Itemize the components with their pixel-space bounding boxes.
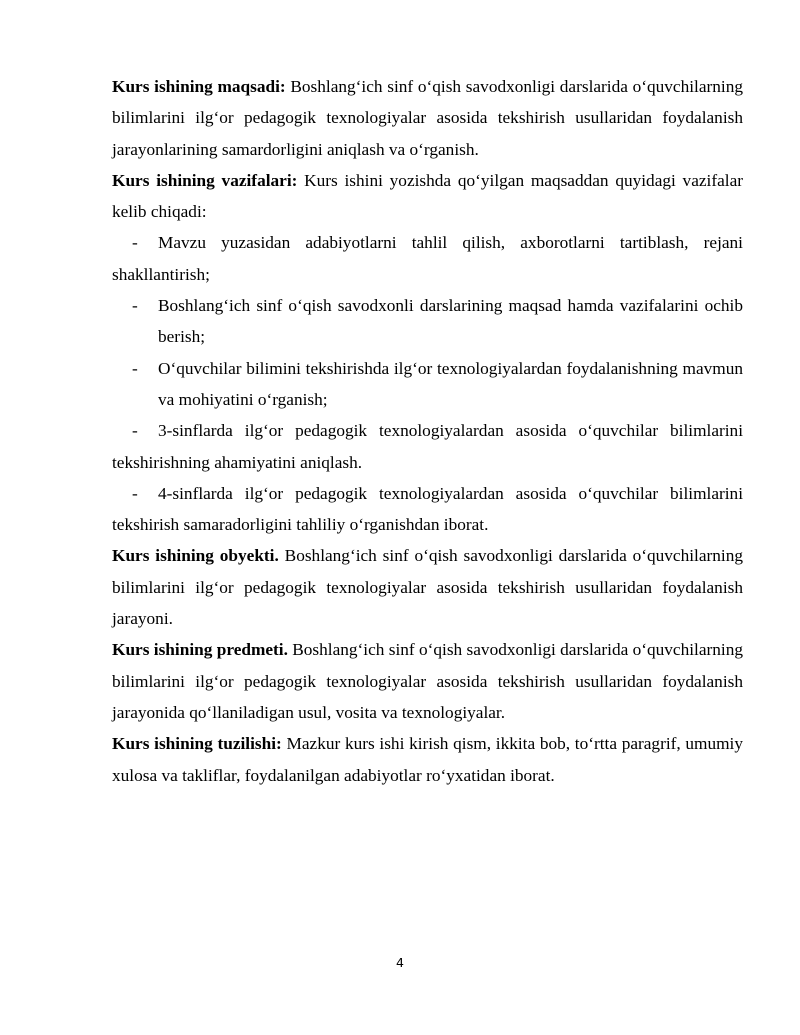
list-item-task-2 [112, 290, 743, 353]
list-item-task-1 [112, 227, 743, 290]
bullet-dash: - [132, 483, 138, 503]
paragraph-text: Boshlang‘ich sinf o‘qish savodxonligi darslarida o‘quvchilarning bilimlarini ilg‘or pedagogik texnologiyalar asosida tekshirish usullaridan foydalanish jarayonida qo‘llaniladigan usul, vosita va texnologiyalar. [112, 640, 743, 722]
paragraph-obyekt [112, 540, 743, 634]
list-item-text: Mavzu yuzasidan adabiyotlarni tahlil qilish, axborotlarni tartiblash, rejani shakllantirish; [112, 233, 743, 284]
paragraph-text: Kurs ishini yozishda qo‘yilgan maqsaddan quyidagi vazifalar kelib chiqadi: [112, 170, 743, 222]
bullet-dash: - [132, 233, 138, 253]
paragraph-maqsad [112, 71, 743, 165]
paragraph-label: Kurs ishining predmeti. [112, 640, 288, 660]
bullet-dash: - [132, 296, 138, 316]
bullet-dash: - [132, 358, 138, 378]
paragraph-tuzilish [112, 728, 743, 791]
page-content [112, 71, 743, 791]
page-number: 4 [396, 955, 404, 970]
paragraph-text: Mazkur kurs ishi kirish qism, ikkita bob, to‘rtta paragrif, umumiy xulosa va takliflar, foydalanilgan adabiyotlar ro‘yxatidan iborat. [112, 734, 744, 785]
paragraph-label: Kurs ishining tuzilishi: [112, 734, 282, 754]
bullet-dash: - [132, 421, 138, 441]
list-item-task-4 [112, 415, 743, 478]
paragraph-predmet [112, 634, 743, 728]
list-item-text: 3-sinflarda ilg‘or pedagogik texnologiyalardan asosida o‘quvchilar bilimlarini tekshirishning ahamiyatini aniqlash. [112, 421, 743, 472]
paragraph-label: Kurs ishining obyekti. [112, 546, 279, 566]
list-item-text: 4-sinflarda ilg‘or pedagogik texnologiyalardan asosida o‘quvchilar bilimlarini tekshirish samaradorligini tahliliy o‘rganishdan iborat. [112, 483, 743, 535]
list-item-task-5 [112, 478, 743, 541]
paragraph-label: Kurs ishining vazifalari: [112, 170, 298, 190]
paragraph-label: Kurs ishining maqsadi: [112, 77, 286, 96]
list-item-task-3 [112, 353, 743, 416]
paragraph-text: Boshlang‘ich sinf o‘qish savodxonligi darslarida o‘quvchilarning bilimlarini ilg‘or pedagogik texnologiyalar asosida tekshirish usullaridan foydalanish jarayonlarining samardorligini aniqlash va o‘rganish. [112, 77, 743, 159]
list-item-text: O‘quvchilar bilimini tekshirishda ilg‘or texnologiyalardan foydalanishning mavmun va mohiyatini o‘rganish; [158, 358, 743, 409]
paragraph-text: Boshlang‘ich sinf o‘qish savodxonligi darslarida o‘quvchilarning bilimlarini ilg‘or pedagogik texnologiyalar asosida tekshirish usullaridan foydalanish jarayoni. [112, 546, 743, 629]
list-item-text: Boshlang‘ich sinf o‘qish savodxonli darslarining maqsad hamda vazifalarini ochib berish; [158, 296, 743, 347]
paragraph-vazifa [112, 165, 743, 228]
